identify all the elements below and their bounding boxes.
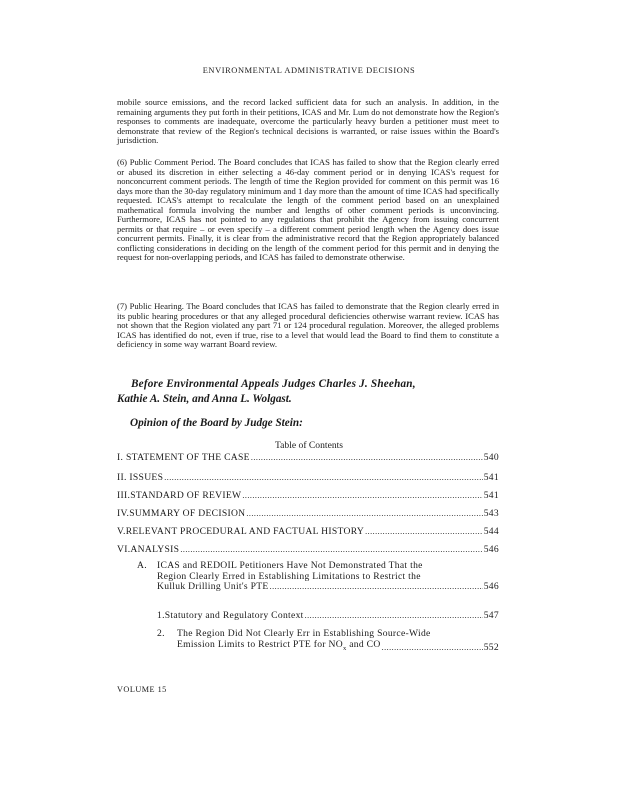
toc-leader-dots [365,527,483,538]
judges-panel [117,377,499,407]
toc-entry-title: RELEVANT PROCEDURAL AND FACTUAL HISTORY [125,526,365,537]
toc-entry-title: STATEMENT OF THE CASE [126,452,250,463]
toc-entry-number: III. [117,490,131,501]
toc-entry-title: STANDARD OF REVIEW [130,490,242,501]
toc-entry-title-line-2: Region Clearly Erred in Establishing Limitations to Restrict the [157,570,421,582]
toc-entry-title: Statutory and Regulatory Context [164,610,304,621]
toc-entry-page: 544 [483,526,499,537]
toc-entry-number: II. [117,472,127,483]
volume-footer: VOLUME 15 [117,685,167,694]
opinion-heading: Opinion of the Board by Judge Stein: [130,417,303,429]
paragraph-mobile-source: mobile source emissions, and the record lacked sufficient data for such an analysis. In addition, in the remaining arguments they put forth in their petitions, ICAS and Mr. Lum do not demonstrate how the Region's responses to comments are inadequate, overcome the particularly heavy burden a petitioner must meet to demonstrate that review of the Region's technical decisions is warranted, or raise issues within the Board's jurisdiction. [117,97,499,146]
toc-leader-dots [242,491,482,502]
toc-entry-title: ANALYSIS [130,544,180,555]
toc-entry-title: SUMMARY OF DECISION [129,508,246,519]
judges-panel-line-1: Before Environmental Appeals Judges Charles J. Sheehan, [131,378,416,390]
toc-entry-page: 541 [483,472,499,483]
running-header: ENVIRONMENTAL ADMINISTRATIVE DECISIONS [202,66,416,75]
toc-entry-a [137,561,499,593]
toc-leader-dots [251,453,483,464]
toc-entry [157,611,499,622]
toc-leader-dots [305,611,483,622]
toc-entry-title-line-3: Kulluk Drilling Unit's PTE [157,581,269,592]
toc-entry-title-line-2-main: Emission Limits to Restrict PTE for NO [177,638,343,650]
toc-entry-title-line-2-end: and CO [346,638,381,650]
toc-entry-page: 541 [483,490,499,501]
toc-entry-number: 2. [157,628,165,639]
toc-entry-2 [157,629,499,654]
toc-leader-dots [164,473,482,484]
toc-entry-number: V. [117,526,126,537]
judges-panel-line-2: Kathie A. Stein, and Anna L. Wolgast. [117,393,292,405]
toc-entry [117,527,499,538]
toc-entry [117,509,499,520]
toc-title: Table of Contents [274,440,344,451]
toc-entry-title-line-1: ICAS and REDOIL Petitioners Have Not Demonstrated That the [157,560,423,571]
toc-entry-subscript: x [342,644,347,652]
toc-entry-page: 546 [483,544,499,555]
toc-entry-number: I. [117,452,124,463]
toc-leader-dots [382,643,483,654]
toc-entry-number: IV. [117,508,130,519]
toc-entry-number: A. [137,560,147,571]
toc-entry [117,473,499,484]
toc-entry-title: ISSUES [129,472,164,483]
toc-entry [117,453,499,464]
toc-entry-title-line-1: The Region Did Not Clearly Err in Establishing Source-Wide [177,628,431,639]
toc-entry-number: 1. [157,610,165,621]
toc-entry-page: 547 [483,610,499,621]
toc-leader-dots [180,545,482,556]
toc-entry-page: 540 [483,452,499,463]
toc-leader-dots [270,582,483,593]
toc-entry-page: 546 [483,581,499,592]
paragraph-public-hearing: (7) Public Hearing. The Board concludes that ICAS has failed to demonstrate that the Region clearly erred in its public hearing procedures or that any alleged procedural deficiencies otherwise warrant review. ICAS has not shown that the Region violated any part 71 or 124 procedural regulation. Moreover, the alleged problems ICAS has identified do not, even if true, rise to a level that would lead the Board to find them to constitute a deficiency in some way warrant Board review. [117,301,499,350]
toc-entry [117,491,499,502]
toc-leader-dots [246,509,482,520]
paragraph-public-comment-period: (6) Public Comment Period. The Board concludes that ICAS has failed to show that the Region clearly erred or abused its discretion in either selecting a 46-day comment period or in denying ICAS's request for nonconcurrent comment periods. The length of time the Region provided for comment on this permit was 16 days more than the 30-day regulatory minimum and 1 day more than the amount of time ICAS had specifically requested. ICAS's attempt to recalculate the length of the comment period based on an unexplained mathematical formula involving the number and lengths of other comment periods is unconvincing. Furthermore, ICAS has not pointed to any regulations that prohibit the Agency from issuing concurrent permits or that require – or even specify – a different comment period length when the Agency does issue concurrent permits. Finally, it is clear from the administrative record that the Region appropriately balanced conflicting considerations in deciding on the length of the comment period for this permit and in denying the request for non-overlapping periods, and ICAS has failed to demonstrate otherwise. [117,157,499,263]
toc-entry [117,545,499,556]
toc-entry-page: 543 [483,508,499,519]
toc-entry-title-line-2 [177,640,381,654]
toc-entry-number: VI. [117,544,131,555]
toc-entry-page: 552 [483,642,499,654]
